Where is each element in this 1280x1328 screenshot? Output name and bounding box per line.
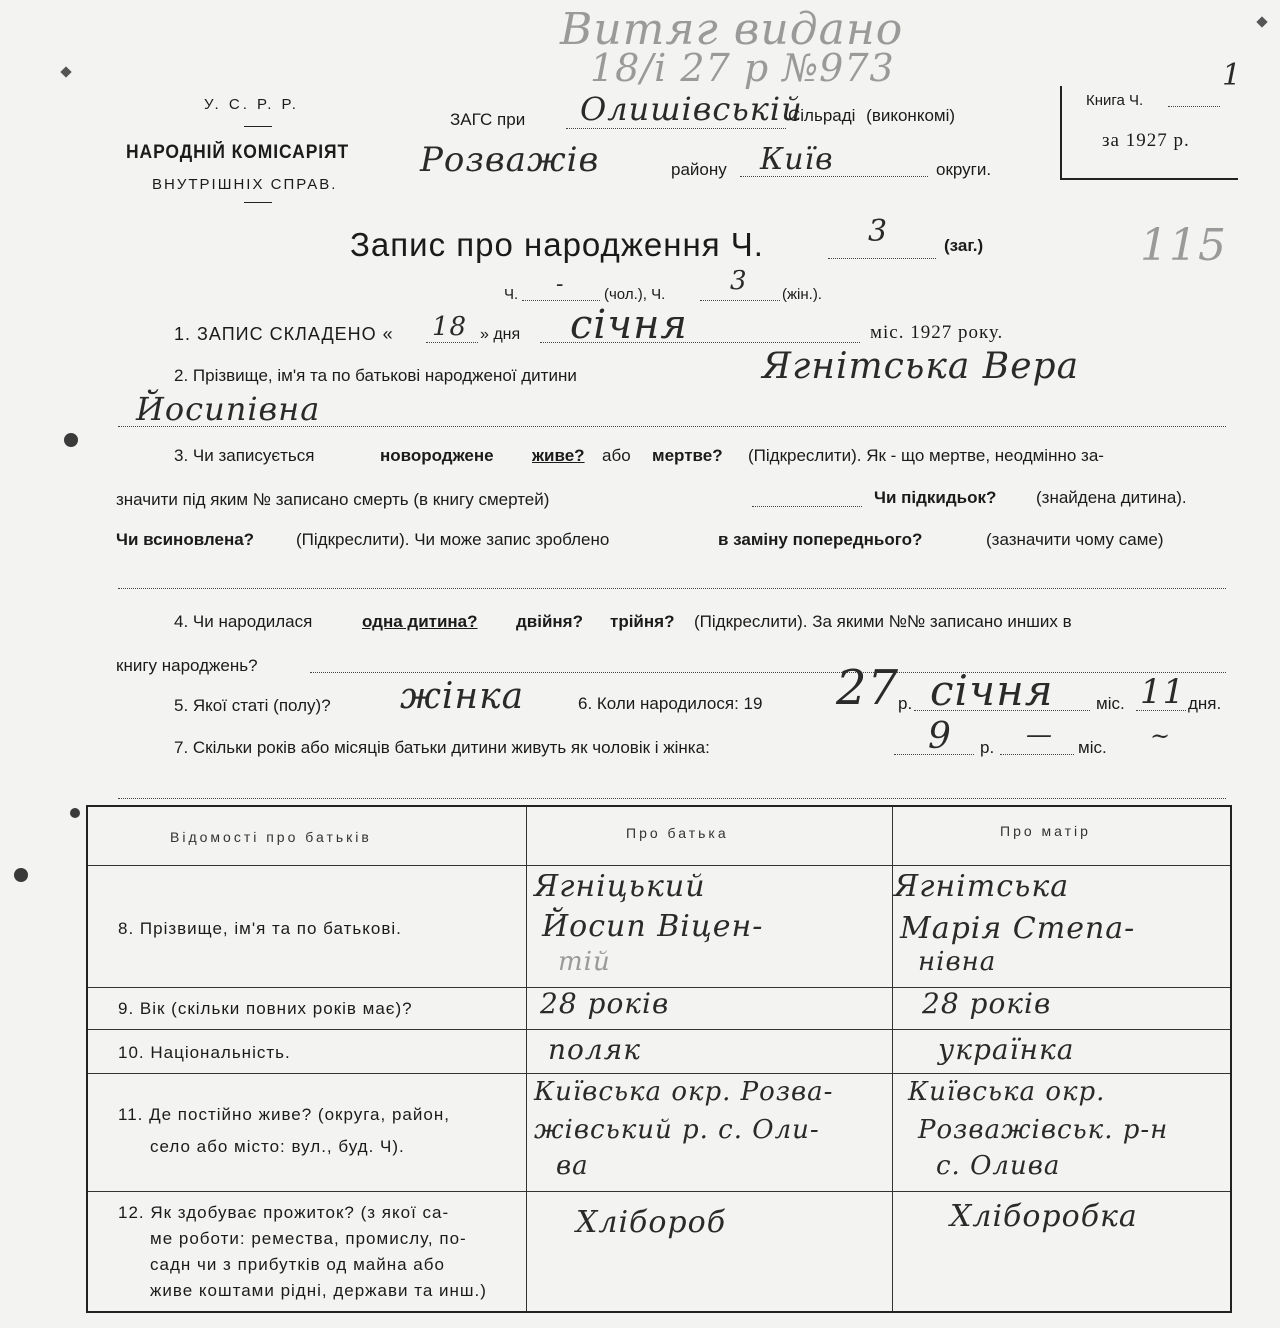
item3-or: або xyxy=(602,446,631,465)
item4-line1-rest: (Підкреслити). За якими №№ записано инших в xyxy=(694,612,1072,631)
punch-hole xyxy=(64,433,78,447)
item6-day-label: дня. xyxy=(1188,694,1222,713)
item3-field-line xyxy=(118,588,1226,589)
item5-label: 5. Якої статі (полу)? xyxy=(174,696,331,715)
birth-day-handwritten: 11 xyxy=(1140,672,1186,712)
table-header-father: Про батька xyxy=(626,825,729,841)
male-prefix: Ч. xyxy=(504,286,519,303)
table-row-label: село або місто: вул., буд. Ч). xyxy=(150,1137,405,1156)
father-residence-1: Київська окр. Розва- xyxy=(534,1077,834,1107)
child-name-field-line xyxy=(118,426,1226,427)
handwritten-extract-number: 18/і 27 р №973 xyxy=(590,46,895,90)
handwritten-book-number: 1 xyxy=(1222,58,1243,93)
item1-suffix: міс. 1927 року. xyxy=(870,322,1004,343)
item1-prefix: 1. ЗАПИС СКЛАДЕНО « xyxy=(174,324,394,344)
mother-nationality: українка xyxy=(938,1033,1075,1066)
table-row-divider xyxy=(88,1073,1230,1074)
table-row-divider xyxy=(88,865,1230,866)
child-name-handwritten-2: Йосипівна xyxy=(136,390,321,428)
female-handwritten-value: 3 xyxy=(730,266,748,296)
father-occupation: Хлібороб xyxy=(576,1205,727,1240)
book-field-line xyxy=(1168,106,1220,107)
item6-label: 6. Коли народилося: 19 xyxy=(578,694,763,713)
table-row-divider xyxy=(88,1029,1230,1030)
punch-hole xyxy=(14,868,28,882)
divider xyxy=(244,126,272,127)
father-name-3: тій xyxy=(558,947,611,977)
item6-month-label: міс. xyxy=(1096,694,1125,713)
okrug-handwritten-value: Київ xyxy=(760,142,834,177)
item3-foundling: Чи підкидьок? xyxy=(874,488,997,507)
male-field-line xyxy=(522,300,600,301)
handwritten-margin-number: 115 xyxy=(1140,220,1227,271)
book-label: Книга Ч. xyxy=(1086,92,1144,109)
birth-year-handwritten: 27 xyxy=(836,660,900,716)
mother-residence-1: Київська окр. xyxy=(908,1077,1106,1107)
item3-adopted: Чи всиновлена? xyxy=(116,530,255,549)
item3-line2-c: (знайдена дитина). xyxy=(1036,488,1187,507)
item4-field-line xyxy=(310,672,1226,673)
page-title: Запис про народження Ч. xyxy=(350,226,764,263)
item3-line1-a: 3. Чи записується xyxy=(174,446,315,465)
female-field-line xyxy=(700,300,780,301)
mother-residence-3: с. Олива xyxy=(936,1151,1061,1181)
father-nationality: поляк xyxy=(548,1033,641,1066)
table-header-info: Відомості про батьків xyxy=(170,829,372,845)
father-residence-3: ва xyxy=(556,1151,589,1181)
handwritten-extract-note: Витяг видано xyxy=(560,4,904,55)
record-month-handwritten: січня xyxy=(570,302,688,348)
parents-table xyxy=(86,805,1232,1313)
table-row-label: садн чи з прибутків од майна або xyxy=(150,1255,445,1274)
death-record-field-line xyxy=(752,506,862,507)
item2-label: 2. Прізвище, ім'я та по батькові народженої дитини xyxy=(174,366,577,385)
margin-mark xyxy=(60,66,71,77)
punch-hole xyxy=(70,808,80,818)
item4-line2: книгу народжень? xyxy=(116,656,258,675)
months-field-line xyxy=(1000,754,1074,755)
item3-line3-b: (Підкреслити). Чи може запис зроблено xyxy=(296,530,610,549)
zags-field-line xyxy=(566,128,786,129)
table-row-label: живе коштами рідні, держави та инш.) xyxy=(150,1281,487,1300)
item4-twins: двійня? xyxy=(516,612,583,631)
item3-line2-a: значити під яким № записано смерть (в книгу смертей) xyxy=(116,490,550,509)
father-name-1: Ягніцький xyxy=(534,869,706,904)
months-handwritten-2: ~ xyxy=(1150,722,1172,750)
zags-handwritten-value: Олишівській xyxy=(580,90,803,128)
okrug-label: округи. xyxy=(936,160,992,179)
months-handwritten: — xyxy=(1026,720,1053,750)
rayon-handwritten-value: Розважів xyxy=(420,140,600,180)
table-row-label: 11. Де постійно живе? (округа, район, xyxy=(118,1105,450,1124)
item3-newborn: новороджене xyxy=(380,446,494,465)
mother-occupation: Хліборобка xyxy=(950,1199,1138,1234)
table-row-label: 8. Прізвище, ім'я та по батькові. xyxy=(118,919,402,938)
father-name-2: Йосип Віцен- xyxy=(542,909,764,944)
item4-line1-a: 4. Чи народилася xyxy=(174,612,313,631)
department-label: ВНУТРІШНІХ СПРАВ. xyxy=(152,176,338,193)
item7-field-line xyxy=(118,798,1226,799)
commissariat-label: НАРОДНІЙ КОМІСАРІЯТ xyxy=(126,142,350,163)
item3-line1-rest: (Підкреслити). Як - що мертве, неодмінно за- xyxy=(748,446,1104,465)
divider xyxy=(244,202,272,203)
table-col-divider xyxy=(526,807,527,1311)
male-label: (чол.), Ч. xyxy=(604,286,666,303)
item6-year-suffix: р. xyxy=(898,694,913,713)
mother-age: 28 років xyxy=(922,987,1052,1020)
item1-day-label: » дня xyxy=(480,326,521,343)
years-handwritten: 9 xyxy=(928,716,952,757)
table-row-label: ме роботи: ремества, промислу, по- xyxy=(150,1229,467,1248)
female-label: (жін.). xyxy=(782,286,822,303)
table-header-mother: Про матір xyxy=(1000,823,1091,839)
total-label: (заг.) xyxy=(944,236,984,255)
book-year: за 1927 р. xyxy=(1102,130,1190,151)
item3-replacement: в заміну попереднього? xyxy=(718,530,923,549)
total-field-line xyxy=(828,258,936,259)
table-row-label: 9. Вік (скільки повних років має)? xyxy=(118,999,413,1018)
item3-line3-d: (зазначити чому саме) xyxy=(986,530,1164,549)
table-row-label: 12. Як здобуває прожиток? (з якої са- xyxy=(118,1203,450,1222)
margin-mark xyxy=(1256,16,1267,27)
male-handwritten-value: - xyxy=(556,272,565,297)
item3-dead: мертве? xyxy=(652,446,723,465)
item7-months-label: міс. xyxy=(1078,738,1107,757)
table-row-label: 10. Національність. xyxy=(118,1043,291,1062)
father-age: 28 років xyxy=(540,987,670,1020)
zags-prefix: ЗАГС при xyxy=(450,110,526,129)
sex-handwritten: жінка xyxy=(400,676,525,717)
table-row-divider xyxy=(88,1191,1230,1192)
rayon-label: району xyxy=(671,160,727,179)
birth-month-handwritten: січня xyxy=(930,666,1054,715)
day-field-line xyxy=(426,342,478,343)
republic-label: У. С. Р. Р. xyxy=(204,96,299,113)
mother-name-1: Ягнітська xyxy=(894,869,1070,904)
item4-triplets: трійня? xyxy=(610,612,675,631)
mother-name-2: Марія Степа- xyxy=(900,911,1136,946)
zags-suffix: Сільраді (виконкомі) xyxy=(788,106,956,125)
item7-label: 7. Скільки років або місяців батьки дитини живуть як чоловік і жінка: xyxy=(174,738,710,757)
father-residence-2: жівський р. с. Оли- xyxy=(534,1115,820,1145)
record-day-handwritten: 18 xyxy=(432,312,468,342)
child-name-handwritten-1: Ягнітська Вера xyxy=(762,346,1080,387)
item3-alive: живе? xyxy=(532,446,585,465)
item7-years-label: р. xyxy=(980,738,995,757)
mother-name-3: нівна xyxy=(918,947,997,977)
item4-one-child: одна дитина? xyxy=(362,612,478,631)
table-col-divider xyxy=(892,807,893,1311)
total-handwritten-value: 3 xyxy=(868,214,889,249)
mother-residence-2: Розважівськ. р-н xyxy=(918,1115,1169,1145)
